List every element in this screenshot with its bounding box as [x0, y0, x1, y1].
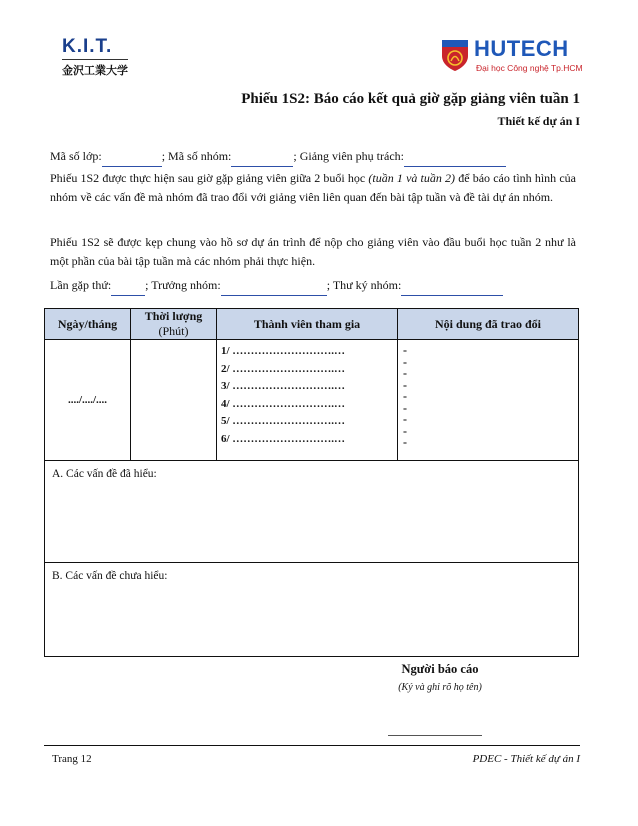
member-5: 5/ ……………………….… — [221, 415, 346, 427]
header-duration-unit: (Phút) — [158, 324, 189, 338]
kit-logo — [62, 36, 142, 78]
member-1: 1/ ……………………….… — [221, 345, 346, 357]
secretary-field[interactable] — [401, 276, 503, 296]
content-bullet: - — [403, 377, 407, 392]
header-duration-label: Thời lượng — [144, 309, 203, 323]
class-code-field[interactable] — [102, 147, 162, 167]
member-3: 3/ ……………………….… — [221, 380, 346, 392]
content-bullet: - — [403, 366, 407, 380]
header-members: Thành viên tham gia — [217, 309, 398, 340]
instruction-paragraph-1 — [50, 169, 576, 206]
header-content: Nội dung đã trao đổi — [398, 309, 579, 340]
meeting-number-label: Lần gặp thứ: — [50, 278, 112, 292]
hutech-logo — [440, 38, 590, 82]
content-bullet: - — [403, 435, 407, 449]
class-code-label: Mã số lớp: — [50, 149, 102, 163]
hutech-logo-subtitle: Đại học Công nghệ Tp.HCM — [476, 63, 583, 73]
paragraph-1-text: Phiếu 1S2 được thực hiện sau giờ gặp giảng viên giữa 2 buổi học — [50, 171, 369, 185]
content-cell[interactable] — [398, 340, 579, 461]
member-6: 6/ ……………………….… — [221, 432, 346, 445]
member-2: 2/ ……………………….… — [221, 362, 346, 375]
lecturer-field[interactable] — [404, 147, 506, 167]
kit-logo-text: K.I.T. — [62, 36, 113, 57]
meeting-number-field[interactable] — [111, 276, 145, 296]
duration-cell[interactable] — [131, 340, 217, 461]
meeting-info-line — [50, 276, 576, 296]
understood-issues-field[interactable]: A. Các vấn đề đã hiểu: — [45, 461, 579, 563]
lecturer-label: ; Giảng viên phụ trách: — [293, 149, 404, 163]
group-code-label: ; Mã số nhóm: — [161, 149, 232, 163]
content-bullet: - — [403, 389, 407, 403]
paragraph-1-text-end: để báo cáo tình hình của nhóm về các vấn đề mà nhóm đã trao đổi với giảng viên liên quan đến bài tập tuần và đề tài dự án nhóm. — [50, 171, 576, 204]
secretary-label: ; Thư ký nhóm: — [326, 278, 402, 292]
reporter-note: (Ký và ghi rõ họ tên) — [398, 682, 482, 693]
signature-line[interactable] — [388, 735, 482, 736]
not-understood-issues-field[interactable]: B. Các vấn đề chưa hiểu: — [45, 563, 579, 657]
content-bullet: - — [403, 400, 407, 415]
class-info-line — [50, 147, 576, 167]
leader-field[interactable] — [221, 276, 327, 296]
page-title: Phiếu 1S2: Báo cáo kết quả giờ gặp giảng viên tuần 1 — [241, 91, 580, 107]
content-bullet: - — [403, 423, 407, 438]
meeting-report-table — [44, 308, 579, 657]
hutech-shield-icon — [440, 38, 470, 72]
header-duration — [131, 309, 217, 340]
instruction-paragraph-2: Phiếu 1S2 sẽ được kẹp chung vào hồ sơ dự án trình để nộp cho giảng viên vào đầu buổi học tuần 2 như là một phần của bài tập tuần mà các nhóm phải thực hiện. — [50, 235, 576, 268]
leader-label: ; Trưởng nhóm: — [145, 278, 221, 292]
footer-course: PDEC - Thiết kế dự án I — [472, 753, 580, 765]
table-row — [45, 340, 579, 461]
content-bullet: - — [403, 412, 407, 426]
table-header-row — [45, 309, 579, 340]
group-code-field[interactable] — [231, 147, 293, 167]
header-date: Ngày/tháng — [45, 309, 131, 340]
kit-logo-subtitle: 金沢工業大学 — [62, 64, 128, 77]
section-a-row — [45, 461, 579, 563]
content-bullet: - — [403, 354, 407, 369]
hutech-logo-text: HUTECH — [474, 36, 569, 61]
reporter-label: Người báo cáo — [401, 662, 479, 676]
content-bullet: - — [403, 343, 407, 357]
footer-divider — [44, 745, 580, 746]
page-subtitle: Thiết kế dự án I — [497, 114, 580, 128]
kit-logo-divider — [62, 59, 128, 60]
paragraph-1-italic: (tuần 1 và tuần 2) — [368, 171, 456, 185]
footer-page-number: Trang 12 — [52, 753, 92, 765]
section-b-row — [45, 563, 579, 657]
members-cell[interactable] — [217, 340, 398, 461]
member-4: 4/ ……………………….… — [221, 397, 346, 410]
date-cell[interactable]: ..../..../.... — [45, 340, 131, 461]
